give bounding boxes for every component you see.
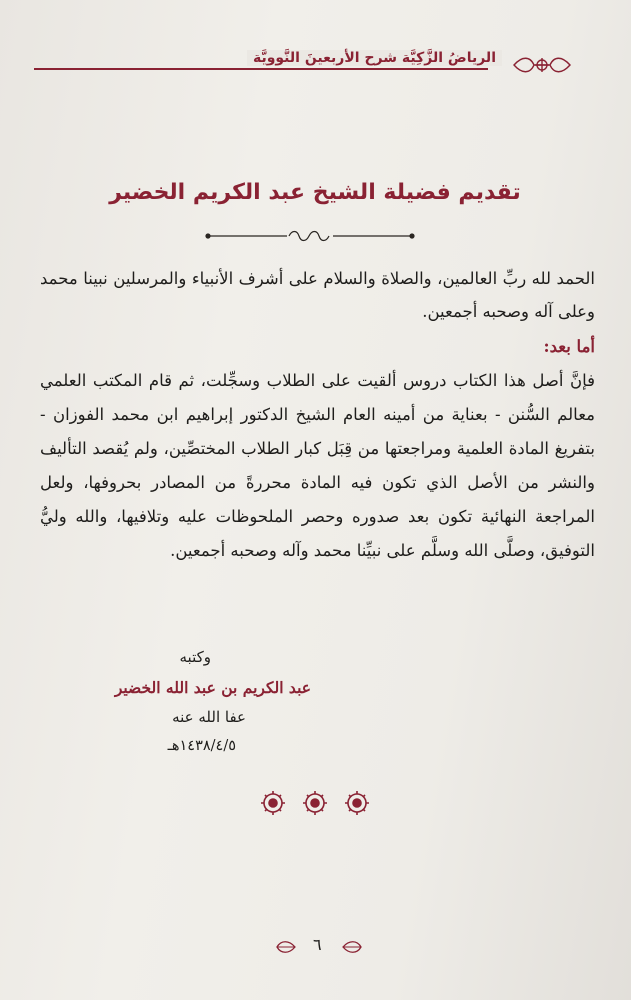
leaf-ornament-icon — [341, 939, 363, 955]
rosette-ornaments — [255, 788, 375, 818]
rosette-icon — [345, 791, 369, 815]
rosette-icon — [303, 791, 327, 815]
signature-prayer: عفا الله عنه — [172, 708, 246, 726]
signature-date: ١٤٣٨/٤/٥هـ — [167, 738, 236, 754]
leaf-ornament-icon — [275, 939, 297, 955]
rosette-icon — [261, 791, 285, 815]
header-rule — [34, 68, 488, 70]
scroll-divider-icon — [205, 228, 415, 244]
page-number: ٦ — [313, 935, 322, 954]
arabesque-ornament-icon — [512, 54, 572, 76]
amma-baad-heading: أما بعد: — [543, 337, 595, 356]
running-title: الرياضُ الزَّكِيَّة شرح الأربعينَ النَّوويَّة — [247, 50, 502, 66]
running-header — [22, 40, 582, 80]
page-footer — [275, 935, 365, 965]
signature-author: عبد الكريم بن عبد الله الخضير — [114, 678, 311, 697]
signature-wrote: وكتبه — [179, 648, 211, 666]
section-title: تقديم فضيلة الشيخ عبد الكريم الخضير — [109, 180, 521, 205]
opening-paragraph: الحمد لله ربِّ العالمين، والصلاة والسلام على أشرف الأنبياء والمرسلين نبينا محمد وعلى آله وصحبه أجمعين. — [40, 269, 595, 321]
main-paragraph: فإنَّ أصل هذا الكتاب دروس ألقيت على الطلاب وسجِّلت، ثم قام المكتب العلمي معالم السُّنن - بعناية من أمينه العام الشيخ الدكتور إبراهيم ابن محمد الفوزان - بتفريغ المادة العلمية ومراجعتها من قِبَل كبار الطلاب المختصِّين، ولم يُقصد التأليف والنشر من الأصل الذي تكون فيه المادة محررةً من المصادر بحروفها، ولعل المراجعة النهائية تكون بعد صدوره وحصر الملحوظات عليه وتلافيها، والله وليُّ التوفيق، وصلَّى الله وسلَّم على نبيِّنا محمد وآله وصحبه أجمعين. — [40, 371, 595, 560]
